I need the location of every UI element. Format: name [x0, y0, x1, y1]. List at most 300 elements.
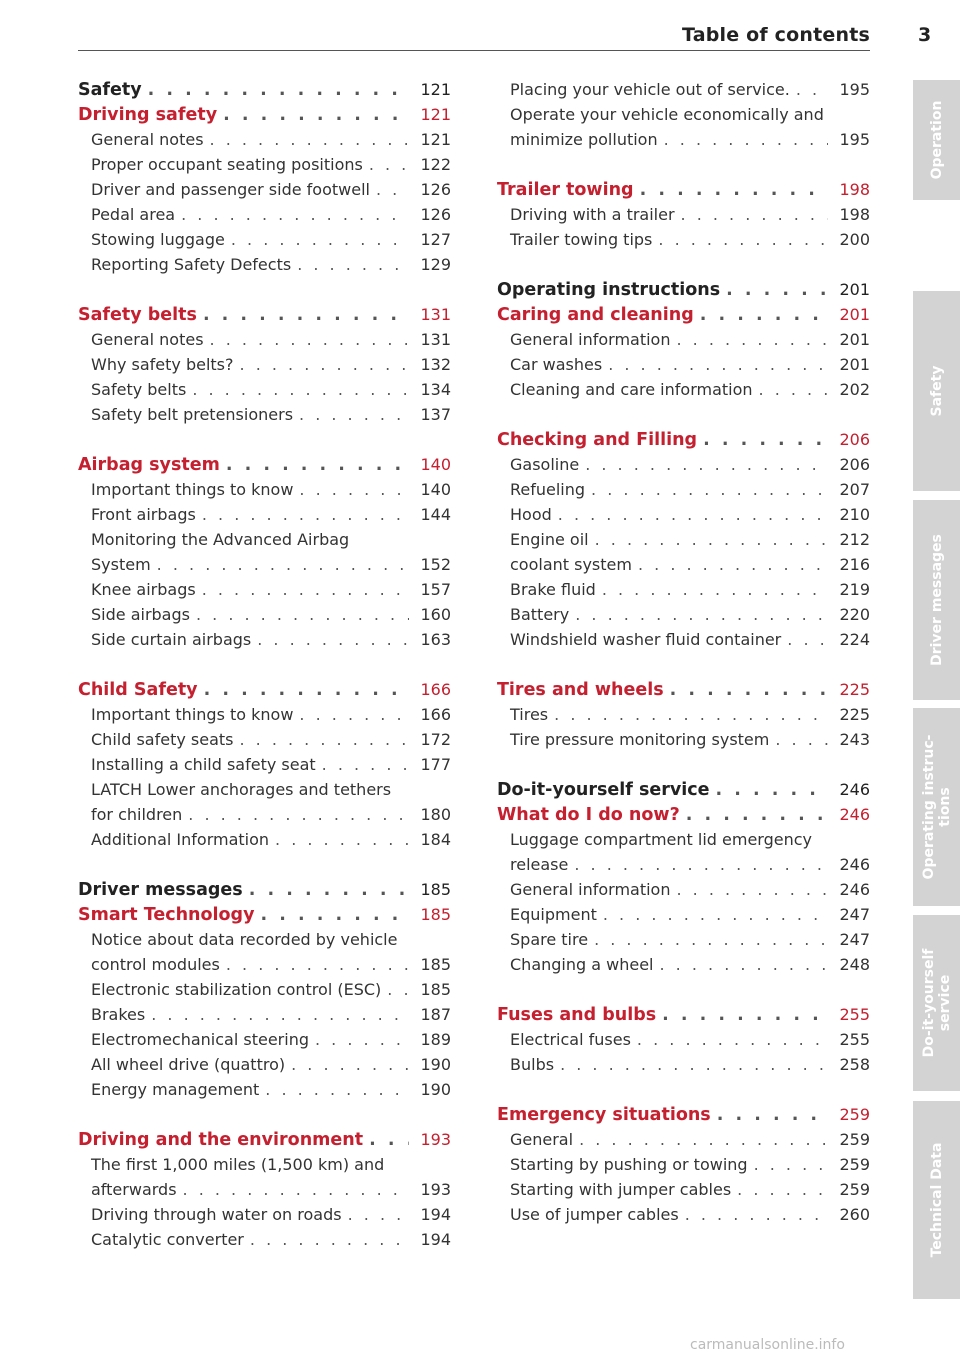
- toc-entry-page: 212: [839, 530, 870, 549]
- dot-leader: [753, 377, 828, 402]
- toc-section-entry[interactable]: [497, 352, 870, 377]
- toc-entry-label: Operating instructions: [497, 280, 721, 300]
- toc-entry-page: 216: [839, 555, 870, 574]
- dot-leader: [196, 577, 409, 602]
- toc-entry-page: 172: [420, 730, 451, 749]
- toc-section-entry[interactable]: [497, 377, 870, 402]
- toc-entry-page: 225: [839, 680, 870, 699]
- header-divider: [78, 50, 870, 51]
- dot-leader: [597, 902, 828, 927]
- dot-leader: [255, 903, 410, 928]
- toc-section-entry[interactable]: [497, 852, 870, 877]
- toc-entry-label: General: [510, 1130, 574, 1149]
- toc-section-entry[interactable]: [497, 602, 870, 627]
- sidebar-tab-driver-messages[interactable]: [913, 500, 960, 700]
- toc-entry-label: control modules: [91, 955, 220, 974]
- toc-section-entry: [497, 102, 870, 127]
- toc-chapter-entry[interactable]: [78, 302, 451, 327]
- toc-entry-label: Electronic stabilization control (ESC): [91, 980, 382, 999]
- toc-entry-label: Caring and cleaning: [497, 305, 694, 325]
- toc-entry-page: 140: [420, 480, 451, 499]
- toc-entry-page: 201: [839, 355, 870, 374]
- toc-section-entry[interactable]: [78, 152, 451, 177]
- toc-entry-page: 220: [839, 605, 870, 624]
- toc-section-entry[interactable]: [78, 327, 451, 352]
- toc-section-entry[interactable]: [78, 977, 451, 1002]
- toc-entry-label: Brake fluid: [510, 580, 596, 599]
- sidebar-tab-operation[interactable]: [913, 80, 960, 200]
- toc-entry-page: 210: [839, 505, 870, 524]
- toc-entry-page: 200: [839, 230, 870, 249]
- toc-chapter-entry[interactable]: [78, 902, 451, 927]
- toc-entry-page: 259: [839, 1130, 870, 1149]
- toc-entry-label: Why safety belts?: [91, 355, 234, 374]
- toc-section-entry[interactable]: [78, 1027, 451, 1052]
- toc-entry-label: Notice about data recorded by vehicle: [91, 930, 398, 949]
- dot-leader: [182, 802, 409, 827]
- toc-chapter-entry[interactable]: [497, 177, 870, 202]
- dot-leader: [680, 803, 828, 828]
- toc-entry-label: Operate your vehicle economically and: [510, 105, 824, 124]
- toc-section-entry[interactable]: [78, 752, 451, 777]
- toc-chapter-entry[interactable]: [497, 277, 870, 302]
- dot-leader: [186, 377, 409, 402]
- dot-leader: [748, 1152, 828, 1177]
- toc-entry-label: Monitoring the Advanced Airbag: [91, 530, 350, 549]
- dot-leader: [670, 327, 828, 352]
- toc-entry-label: Use of jumper cables: [510, 1205, 679, 1224]
- toc-chapter-entry[interactable]: [497, 302, 870, 327]
- toc-entry-page: 207: [839, 480, 870, 499]
- toc-section-entry[interactable]: [78, 477, 451, 502]
- dot-leader: [569, 602, 828, 627]
- toc-chapter-entry[interactable]: [497, 802, 870, 827]
- section-gap: [78, 1102, 451, 1127]
- toc-entry-label: Fuses and bulbs: [497, 1005, 657, 1025]
- toc-entry-label: Important things to know: [91, 480, 294, 499]
- toc-entry-page: 201: [839, 280, 870, 299]
- dot-leader: [370, 177, 409, 202]
- toc-entry-label: Gasoline: [510, 455, 580, 474]
- toc-entry-page: 246: [839, 805, 870, 824]
- toc-section-entry[interactable]: [497, 227, 870, 252]
- toc-entry-page: 189: [420, 1030, 451, 1049]
- toc-section-entry[interactable]: [78, 627, 451, 652]
- toc-entry-label: Driving with a trailer: [510, 205, 675, 224]
- watermark: carmanualsonline.info: [690, 1337, 845, 1353]
- toc-entry-page: 246: [839, 780, 870, 799]
- toc-section-entry[interactable]: [78, 502, 451, 527]
- toc-entry-page: 190: [420, 1055, 451, 1074]
- toc-section-entry[interactable]: [497, 927, 870, 952]
- toc-left-column: [78, 77, 451, 1252]
- toc-entry-page: 187: [420, 1005, 451, 1024]
- toc-entry-label: Catalytic converter: [91, 1230, 244, 1249]
- toc-entry-label: Driving and the environment: [78, 1130, 364, 1150]
- toc-entry-page: 246: [839, 855, 870, 874]
- toc-section-entry[interactable]: [78, 252, 451, 277]
- toc-chapter-entry[interactable]: [497, 677, 870, 702]
- toc-entry-label: Knee airbags: [91, 580, 196, 599]
- toc-entry-page: 129: [420, 255, 451, 274]
- toc-section-entry[interactable]: [497, 627, 870, 652]
- toc-section-entry[interactable]: [497, 477, 870, 502]
- toc-section-entry[interactable]: [497, 702, 870, 727]
- toc-entry-page: 121: [420, 130, 451, 149]
- toc-entry-page: 140: [420, 455, 451, 474]
- toc-chapter-entry[interactable]: [78, 77, 451, 102]
- toc-entry-label: General notes: [91, 330, 204, 349]
- toc-entry-label: Bulbs: [510, 1055, 555, 1074]
- toc-section-entry: [78, 777, 451, 802]
- dot-leader: [220, 952, 409, 977]
- section-gap: [78, 852, 451, 877]
- toc-section-entry: [497, 827, 870, 852]
- toc-entry-label: Cleaning and care information: [510, 380, 753, 399]
- toc-entry-label: Smart Technology: [78, 905, 255, 925]
- toc-section-entry[interactable]: [497, 952, 870, 977]
- toc-entry-label: LATCH Lower anchorages and tethers: [91, 780, 392, 799]
- page-title: Table of contents: [681, 24, 870, 46]
- toc-section-entry[interactable]: [497, 552, 870, 577]
- dot-leader: [251, 627, 409, 652]
- toc-section-entry[interactable]: [497, 1127, 870, 1152]
- toc-entry-page: 195: [839, 80, 870, 99]
- toc-entry-label: coolant system: [510, 555, 632, 574]
- dot-leader: [196, 502, 409, 527]
- dot-leader: [293, 477, 409, 502]
- toc-entry-label: Engine oil: [510, 530, 589, 549]
- dot-leader: [731, 1177, 828, 1202]
- toc-chapter-entry[interactable]: [497, 427, 870, 452]
- toc-entry-page: 255: [839, 1030, 870, 1049]
- sidebar-tab-operating-instructions[interactable]: [913, 708, 960, 906]
- toc-entry-page: 198: [839, 180, 870, 199]
- toc-section-entry[interactable]: [78, 727, 451, 752]
- toc-entry-label: Reporting Safety Defects: [91, 255, 292, 274]
- toc-entry-page: 121: [420, 80, 451, 99]
- dot-leader: [769, 727, 828, 752]
- toc-right-column: [497, 77, 870, 1227]
- dot-leader: [198, 678, 409, 703]
- toc-section-entry[interactable]: [78, 377, 451, 402]
- toc-entry-page: 202: [839, 380, 870, 399]
- toc-entry-label: Electromechanical steering: [91, 1030, 309, 1049]
- dot-leader: [554, 1052, 828, 1077]
- toc-section-entry[interactable]: [497, 77, 870, 102]
- toc-entry-label: Airbag system: [78, 455, 220, 475]
- dot-leader: [243, 878, 409, 903]
- toc-entry-label: Luggage compartment lid emergency: [510, 830, 812, 849]
- toc-section-entry[interactable]: [78, 352, 451, 377]
- toc-entry-page: 185: [420, 880, 451, 899]
- toc-entry-label: Safety: [78, 80, 142, 100]
- toc-entry-label: General information: [510, 330, 671, 349]
- toc-entry-page: 246: [839, 880, 870, 899]
- toc-entry-page: 185: [420, 905, 451, 924]
- dot-leader: [204, 127, 409, 152]
- dot-leader: [342, 1202, 409, 1227]
- toc-entry-label: System: [91, 555, 151, 574]
- toc-section-entry[interactable]: [497, 1177, 870, 1202]
- toc-entry-page: 184: [420, 830, 451, 849]
- toc-entry-label: Electrical fuses: [510, 1030, 631, 1049]
- toc-section-entry[interactable]: [78, 1052, 451, 1077]
- dot-leader: [632, 552, 828, 577]
- dot-leader: [363, 152, 409, 177]
- toc-entry-page: 131: [420, 305, 451, 324]
- dot-leader: [790, 77, 828, 102]
- dot-leader: [269, 827, 409, 852]
- toc-entry-label: release: [510, 855, 569, 874]
- toc-entry-page: 137: [420, 405, 451, 424]
- sidebar-tab-label: Do-it-yourself service: [920, 948, 953, 1058]
- toc-entry-page: 201: [839, 305, 870, 324]
- dot-leader: [579, 452, 828, 477]
- section-gap: [497, 252, 870, 277]
- toc-entry-page: 259: [839, 1155, 870, 1174]
- toc-section-entry[interactable]: [78, 202, 451, 227]
- section-gap: [497, 652, 870, 677]
- dot-leader: [679, 1202, 828, 1227]
- toc-section-entry: [78, 927, 451, 952]
- toc-chapter-entry[interactable]: [497, 1002, 870, 1027]
- dot-leader: [197, 303, 409, 328]
- dot-leader: [573, 1127, 828, 1152]
- toc-entry-page: 247: [839, 930, 870, 949]
- toc-entry-page: 248: [839, 955, 870, 974]
- toc-section-entry[interactable]: [78, 1227, 451, 1252]
- dot-leader: [588, 927, 828, 952]
- toc-entry-label: What do I do now?: [497, 805, 680, 825]
- dot-leader: [656, 1003, 828, 1028]
- dot-leader: [664, 678, 828, 703]
- toc-entry-label: The first 1,000 miles (1,500 km) and: [91, 1155, 385, 1174]
- toc-section-entry[interactable]: [78, 702, 451, 727]
- sidebar-tab-label: Safety: [928, 365, 945, 417]
- toc-section-entry[interactable]: [497, 127, 870, 152]
- toc-entry-label: Installing a child safety seat: [91, 755, 316, 774]
- dot-leader: [293, 702, 409, 727]
- toc-chapter-entry[interactable]: [497, 1102, 870, 1127]
- toc-entry-page: 259: [839, 1180, 870, 1199]
- toc-section-entry[interactable]: [78, 1002, 451, 1027]
- dot-leader: [151, 552, 409, 577]
- toc-entry-label: for children: [91, 805, 183, 824]
- toc-entry-page: 177: [420, 755, 451, 774]
- toc-entry-page: 255: [839, 1005, 870, 1024]
- toc-entry-label: Tire pressure monitoring system: [510, 730, 770, 749]
- toc-section-entry: [78, 1152, 451, 1177]
- toc-entry-label: All wheel drive (quattro): [91, 1055, 286, 1074]
- toc-entry-label: Refueling: [510, 480, 586, 499]
- dot-leader: [220, 453, 409, 478]
- sidebar-tab-label: Operation: [928, 100, 945, 180]
- dot-leader: [634, 178, 828, 203]
- dot-leader: [585, 477, 828, 502]
- dot-leader: [652, 227, 828, 252]
- toc-chapter-entry[interactable]: [78, 102, 451, 127]
- toc-section-entry[interactable]: [78, 1077, 451, 1102]
- toc-entry-label: Energy management: [91, 1080, 260, 1099]
- toc-entry-label: Front airbags: [91, 505, 196, 524]
- dot-leader: [658, 127, 828, 152]
- toc-entry-label: Brakes: [91, 1005, 146, 1024]
- toc-entry-label: afterwards: [91, 1180, 177, 1199]
- dot-leader: [363, 1128, 409, 1153]
- toc-section-entry[interactable]: [497, 527, 870, 552]
- toc-entry-page: 132: [420, 355, 451, 374]
- toc-section-entry[interactable]: [78, 602, 451, 627]
- toc-section-entry[interactable]: [497, 202, 870, 227]
- toc-entry-label: Proper occupant seating positions: [91, 155, 363, 174]
- toc-section-entry[interactable]: [497, 502, 870, 527]
- section-gap: [497, 1077, 870, 1102]
- sidebar-tab-safety[interactable]: [913, 291, 960, 491]
- toc-section-entry[interactable]: [78, 227, 451, 252]
- toc-section-entry[interactable]: [497, 1027, 870, 1052]
- dot-leader: [234, 352, 409, 377]
- toc-section-entry[interactable]: [78, 802, 451, 827]
- toc-entry-page: 185: [420, 980, 451, 999]
- toc-entry-page: 163: [420, 630, 451, 649]
- toc-chapter-entry[interactable]: [78, 1127, 451, 1152]
- toc-section-entry[interactable]: [78, 552, 451, 577]
- dot-leader: [675, 202, 828, 227]
- page-number: 3: [918, 24, 932, 46]
- toc-entry-label: Car washes: [510, 355, 603, 374]
- section-gap: [497, 402, 870, 427]
- toc-entry-label: Hood: [510, 505, 552, 524]
- toc-entry-page: 126: [420, 205, 451, 224]
- dot-leader: [381, 977, 409, 1002]
- toc-section-entry[interactable]: [78, 402, 451, 427]
- toc-entry-label: Trailer towing tips: [510, 230, 653, 249]
- toc-entry-label: Tires: [510, 705, 549, 724]
- toc-entry-label: Important things to know: [91, 705, 294, 724]
- toc-section-entry[interactable]: [497, 1152, 870, 1177]
- toc-entry-label: Do-it-yourself service: [497, 780, 710, 800]
- toc-entry-page: 126: [420, 180, 451, 199]
- toc-entry-label: Spare tire: [510, 930, 589, 949]
- dot-leader: [711, 1103, 828, 1128]
- dot-leader: [670, 877, 828, 902]
- dot-leader: [720, 278, 828, 303]
- dot-leader: [631, 1027, 828, 1052]
- toc-entry-label: Safety belt pretensioners: [91, 405, 294, 424]
- toc-entry-label: Pedal area: [91, 205, 176, 224]
- section-gap: [78, 427, 451, 452]
- dot-leader: [217, 103, 409, 128]
- toc-entry-page: 166: [420, 680, 451, 699]
- toc-section-entry[interactable]: [497, 902, 870, 927]
- toc-entry-page: 157: [420, 580, 451, 599]
- toc-entry-page: 190: [420, 1080, 451, 1099]
- toc-chapter-entry[interactable]: [78, 877, 451, 902]
- dot-leader: [548, 702, 828, 727]
- dot-leader: [781, 627, 828, 652]
- sidebar-tab-technical-data[interactable]: [913, 1101, 960, 1299]
- toc-entry-label: General information: [510, 880, 671, 899]
- toc-entry-label: Safety belts: [78, 305, 197, 325]
- toc-section-entry[interactable]: [497, 727, 870, 752]
- section-gap: [497, 752, 870, 777]
- toc-section-entry[interactable]: [78, 1202, 451, 1227]
- dot-leader: [654, 952, 829, 977]
- toc-entry-label: Placing your vehicle out of service.: [510, 80, 790, 99]
- toc-entry-label: Changing a wheel: [510, 955, 654, 974]
- sidebar-tab-label: Operating instruc- tions: [920, 734, 953, 880]
- toc-entry-label: Side curtain airbags: [91, 630, 252, 649]
- toc-section-entry[interactable]: [497, 1202, 870, 1227]
- dot-leader: [204, 327, 409, 352]
- toc-entry-label: minimize pollution: [510, 130, 658, 149]
- toc-section-entry[interactable]: [78, 177, 451, 202]
- toc-entry-page: 258: [839, 1055, 870, 1074]
- toc-entry-page: 121: [420, 105, 451, 124]
- toc-entry-page: 194: [420, 1205, 451, 1224]
- toc-section-entry[interactable]: [78, 952, 451, 977]
- toc-entry-page: 193: [420, 1180, 451, 1199]
- toc-section-entry[interactable]: [497, 577, 870, 602]
- toc-section-entry[interactable]: [497, 877, 870, 902]
- toc-entry-label: Child safety seats: [91, 730, 234, 749]
- toc-entry-label: Trailer towing: [497, 180, 634, 200]
- toc-entry-label: Starting by pushing or towing: [510, 1155, 748, 1174]
- toc-entry-page: 127: [420, 230, 451, 249]
- toc-entry-page: 134: [420, 380, 451, 399]
- section-gap: [78, 277, 451, 302]
- dot-leader: [145, 1002, 409, 1027]
- toc-section-entry[interactable]: [78, 577, 451, 602]
- toc-entry-label: Stowing luggage: [91, 230, 225, 249]
- toc-entry-page: 225: [839, 705, 870, 724]
- dot-leader: [291, 252, 409, 277]
- dot-leader: [175, 202, 409, 227]
- dot-leader: [694, 303, 828, 328]
- toc-section-entry[interactable]: [497, 452, 870, 477]
- toc-entry-label: Safety belts: [91, 380, 187, 399]
- toc-section-entry[interactable]: [497, 327, 870, 352]
- toc-entry-label: Driving through water on roads: [91, 1205, 342, 1224]
- toc-entry-page: 201: [839, 330, 870, 349]
- toc-chapter-entry[interactable]: [497, 777, 870, 802]
- toc-chapter-entry[interactable]: [78, 452, 451, 477]
- sidebar-tab-label: Technical Data: [928, 1142, 945, 1258]
- toc-section-entry[interactable]: [497, 1052, 870, 1077]
- sidebar-tab-do-it-yourself-service[interactable]: [913, 915, 960, 1091]
- toc-entry-page: 180: [420, 805, 451, 824]
- dot-leader: [233, 727, 409, 752]
- toc-entry-page: 195: [839, 130, 870, 149]
- toc-entry-label: Tires and wheels: [497, 680, 664, 700]
- dot-leader: [285, 1052, 409, 1077]
- toc-section-entry[interactable]: [78, 127, 451, 152]
- section-gap: [497, 152, 870, 177]
- toc-chapter-entry[interactable]: [78, 677, 451, 702]
- toc-entry-page: 219: [839, 580, 870, 599]
- toc-entry-page: 247: [839, 905, 870, 924]
- dot-leader: [177, 1177, 409, 1202]
- toc-entry-page: 131: [420, 330, 451, 349]
- dot-leader: [596, 577, 828, 602]
- toc-section-entry[interactable]: [78, 827, 451, 852]
- dot-leader: [589, 527, 828, 552]
- toc-entry-page: 185: [420, 955, 451, 974]
- toc-entry-page: 260: [839, 1205, 870, 1224]
- toc-entry-label: Driving safety: [78, 105, 218, 125]
- toc-section-entry[interactable]: [78, 1177, 451, 1202]
